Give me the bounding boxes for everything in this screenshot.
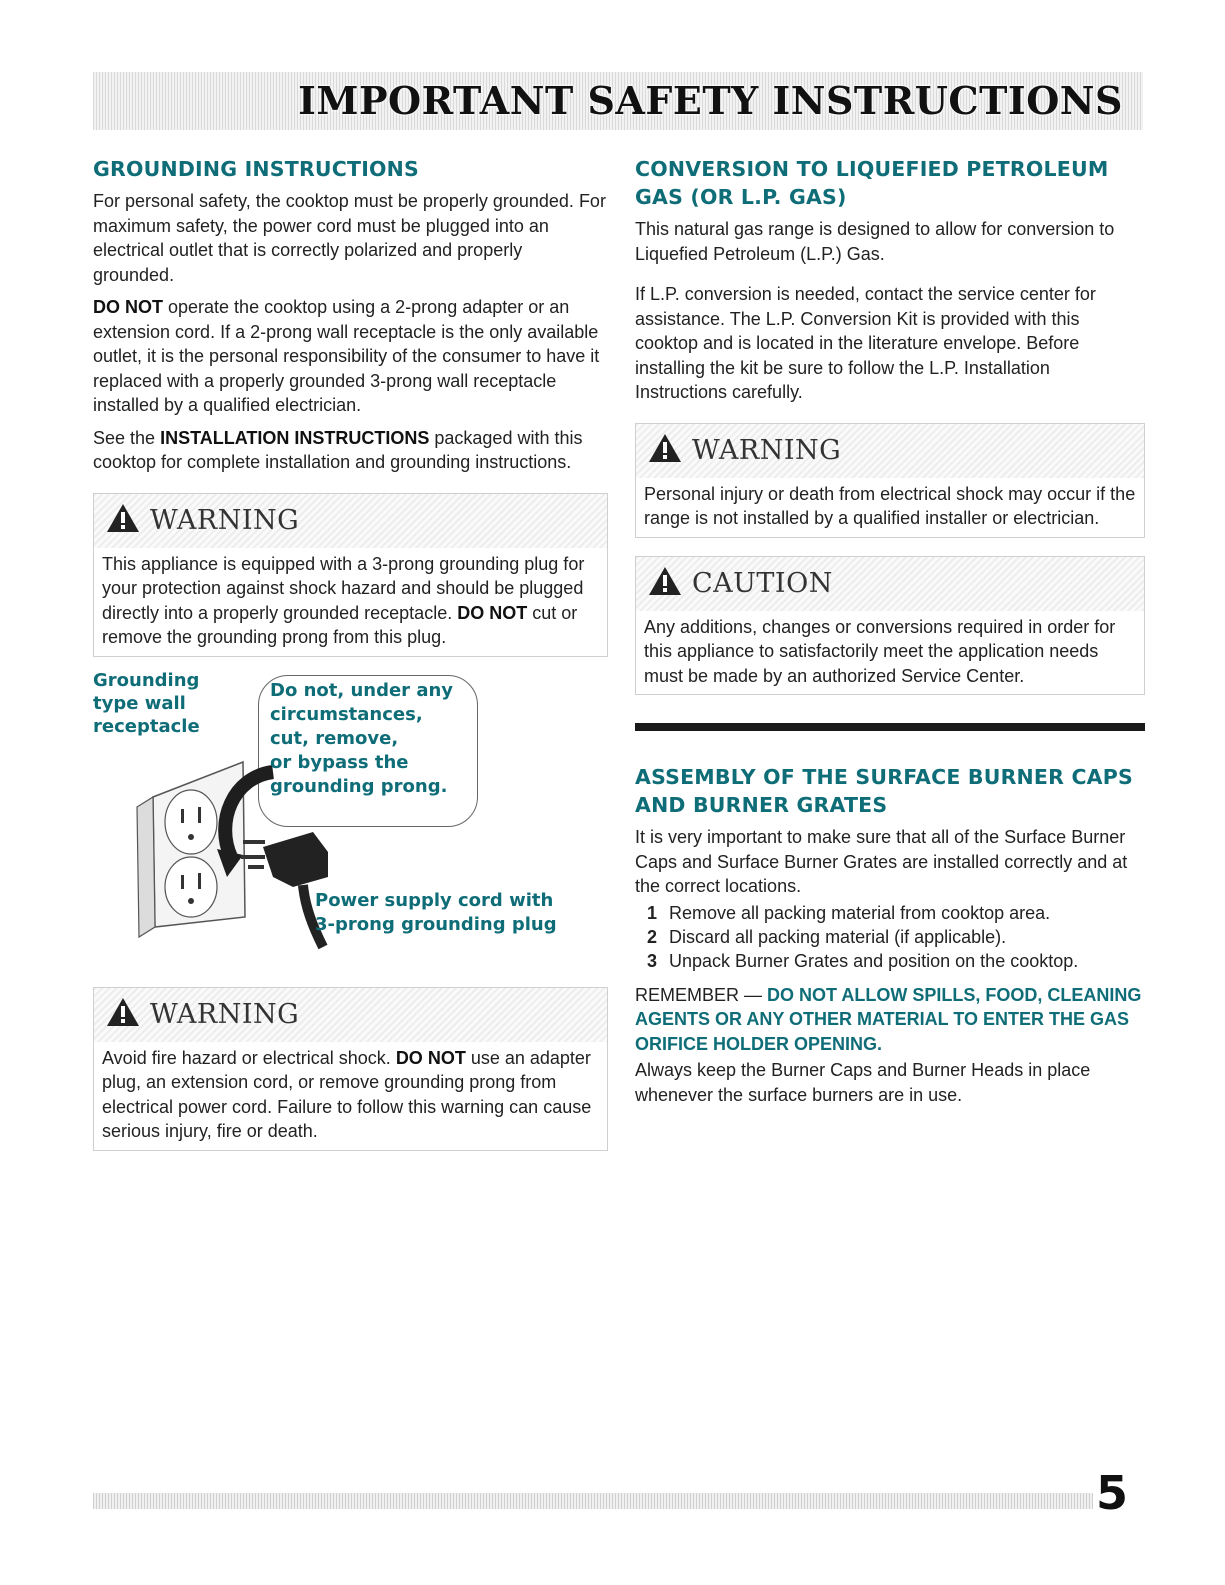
warning-box-grounding-plug — [93, 493, 608, 657]
grounding-paragraph-2 — [93, 295, 608, 418]
conversion-paragraph-2: If L.P. conversion is needed, contact the service center for assistance. The L.P. Conversion Kit is provided with this cooktop and is located in the literature envelope. Before installing the kit be sure to follow the L.P. Installation Instructions carefully. — [635, 284, 1096, 402]
warning-text-part: Avoid fire hazard or electrical shock. — [102, 1047, 396, 1068]
warning-box-installer — [635, 423, 1145, 538]
grounding-illustration — [93, 667, 608, 957]
warning-box-fire-hazard — [93, 987, 608, 1151]
caution-text: Any additions, changes or conversions required in order for this appliance to satisfactorily meet the application needs must be made by an authorized Service Center. — [644, 616, 1116, 686]
callout-line: Do not, under any — [270, 679, 454, 701]
conversion-heading: CONVERSION TO LIQUEFIED PETROLEUM GAS (OR L.P. GAS) — [635, 157, 1109, 209]
receptacle-label-line: type wall — [93, 692, 186, 714]
caution-title: CAUTION — [692, 568, 833, 599]
warning-triangle-icon — [106, 997, 140, 1032]
warning-header — [94, 494, 607, 548]
callout-line: circumstances, — [270, 703, 423, 725]
footer-bar — [93, 1493, 1093, 1509]
grounding-heading: GROUNDING INSTRUCTIONS — [93, 157, 419, 181]
warning-triangle-icon — [106, 503, 140, 538]
page-title: IMPORTANT SAFETY INSTRUCTIONS — [298, 78, 1123, 123]
callout-line: grounding prong. — [270, 775, 448, 797]
cord-label — [315, 889, 557, 937]
grounding-paragraph-1: For personal safety, the cooktop must be properly grounded. For maximum safety, the power cord must be plugged into an electrical outlet that is correctly polarized and properly grounded. — [93, 191, 606, 285]
warning-title: WARNING — [150, 999, 300, 1030]
receptacle-label-line: receptacle — [93, 715, 200, 737]
caution-header — [636, 557, 1144, 611]
callout-line: or bypass the — [270, 751, 409, 773]
assembly-steps — [635, 901, 1145, 973]
callout-line: cut, remove, — [270, 727, 399, 749]
list-item — [635, 901, 1145, 925]
grounding-paragraph-2-text: operate the cooktop using a 2-prong adapter or an extension cord. If a 2-prong wall receptacle is the only available outlet, it is the personal responsibility of the consumer to have it replaced with a properly grounded 3-prong wall receptacle installed by a qualified electrician. — [93, 297, 600, 415]
step-text: Unpack Burner Grates and position on the cooktop. — [669, 950, 1079, 971]
warning-text — [94, 1042, 607, 1150]
warning-text — [94, 548, 607, 656]
cord-label-line: Power supply cord with — [315, 889, 554, 911]
do-not-emphasis: DO NOT — [457, 602, 528, 623]
warning-header — [636, 424, 1144, 478]
page-number: 5 — [1096, 1466, 1129, 1520]
step-number: 3 — [647, 950, 658, 971]
warning-triangle-icon — [648, 433, 682, 468]
warning-header — [94, 988, 607, 1042]
receptacle-label-line: Grounding — [93, 669, 200, 691]
step-text: Remove all packing material from cooktop area. — [669, 902, 1051, 923]
do-not-emphasis: DO NOT — [93, 297, 163, 317]
warning-text-part: use an adapter plug, an extension cord, or remove grounding prong from electrical power cord. Failure to follow this warning can cause serious injury, fire or death. — [102, 1047, 592, 1141]
step-number: 2 — [647, 926, 658, 947]
warning-text-part: cut or remove the grounding prong from this plug. — [102, 602, 578, 647]
callout-text — [270, 679, 485, 799]
warning-text-part: This appliance is equipped with a 3-prong grounding plug for your protection against shock hazard and should be plugged directly into a properly grounded receptacle. — [102, 553, 585, 623]
remember-emphasis: DO NOT ALLOW SPILLS, FOOD, CLEANING AGENTS OR ANY OTHER MATERIAL TO ENTER THE GAS ORIFICE HOLDER OPENING. — [635, 984, 1142, 1054]
do-not-emphasis: DO NOT — [395, 1047, 466, 1068]
step-number: 1 — [647, 902, 658, 923]
assembly-heading: ASSEMBLY OF THE SURFACE BURNER CAPS AND BURNER GRATES — [635, 765, 1133, 817]
list-item — [635, 925, 1145, 949]
cord-label-line: 3-prong grounding plug — [315, 913, 557, 935]
step-text: Discard all packing material (if applicable). — [669, 926, 1007, 947]
installation-instructions-emphasis: INSTALLATION INSTRUCTIONS — [160, 427, 430, 448]
left-column — [93, 155, 608, 1161]
right-column — [635, 155, 1145, 1115]
remember-label: REMEMBER — — [635, 984, 768, 1005]
caution-box — [635, 556, 1145, 696]
caution-triangle-icon — [648, 566, 682, 601]
list-item — [635, 949, 1145, 973]
assembly-paragraph-2: Always keep the Burner Caps and Burner Heads in place whenever the surface burners are in use. — [635, 1060, 1091, 1105]
conversion-paragraph-1: This natural gas range is designed to allow for conversion to Liquefied Petroleum (L.P.) Gas. — [635, 219, 1115, 264]
page-banner — [93, 72, 1143, 130]
assembly-paragraph-1: It is very important to make sure that all of the Surface Burner Caps and Surface Burner Grates are installed correctly and at the correct locations. — [635, 827, 1128, 896]
grounding-paragraph-3-text: packaged with this cooktop for complete installation and grounding instructions. — [93, 427, 583, 472]
receptacle-label — [93, 669, 200, 738]
remember-paragraph — [635, 983, 1145, 1057]
grounding-paragraph-3 — [93, 426, 608, 475]
warning-text: Personal injury or death from electrical shock may occur if the range is not installed by a qualified installer or electrician. — [644, 483, 1136, 528]
see-the-text: See the — [93, 427, 161, 448]
warning-title: WARNING — [150, 505, 300, 536]
section-divider — [635, 723, 1145, 731]
warning-title: WARNING — [692, 435, 842, 466]
